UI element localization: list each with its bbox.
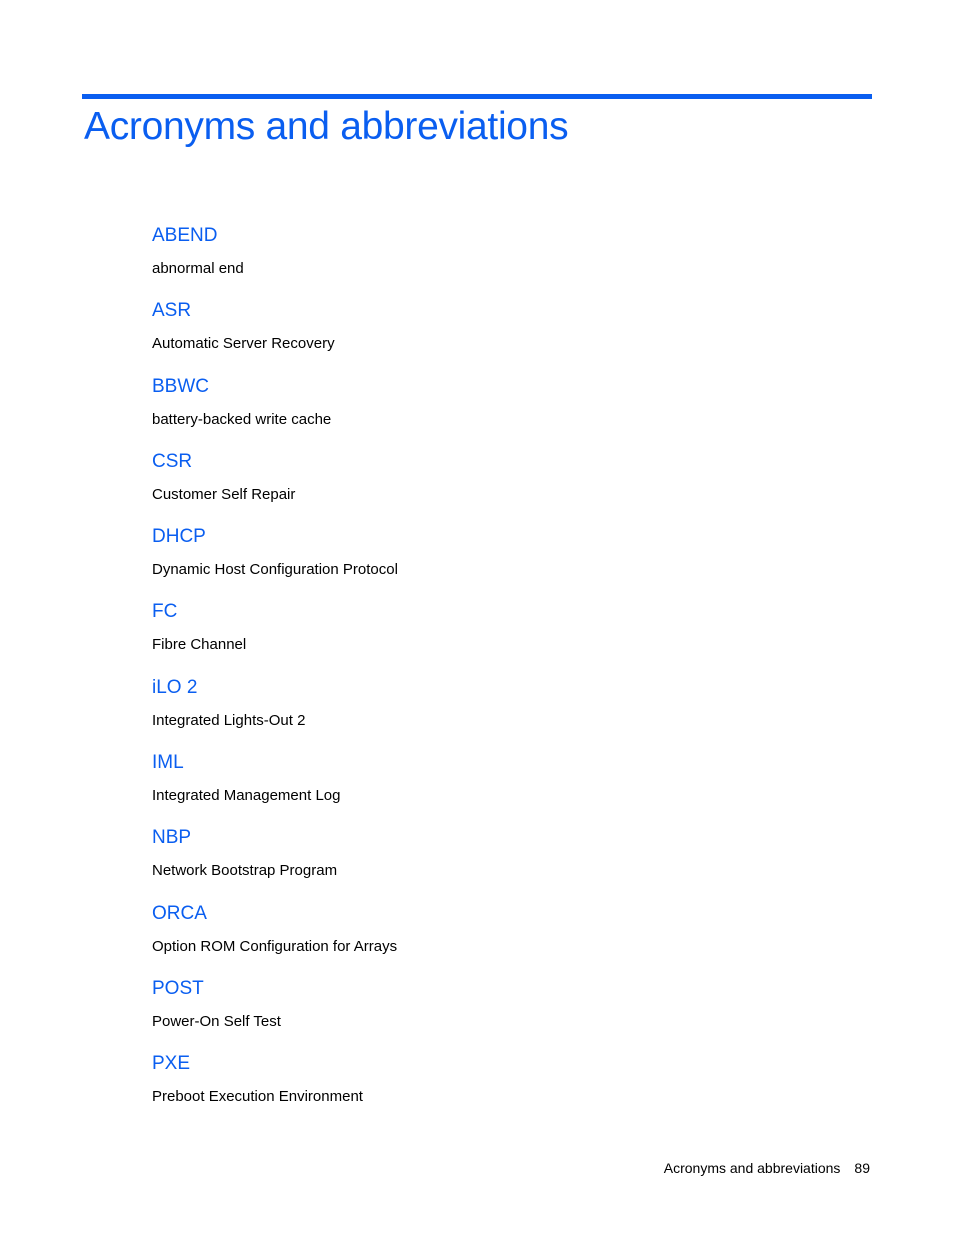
acronym-entry [152,297,852,372]
acronym-entry [152,674,852,749]
acronym-term: IML [152,752,184,774]
acronym-definition: Option ROM Configuration for Arrays [152,937,398,955]
acronym-term: POST [152,977,204,999]
acronym-entry [152,373,852,448]
footer-section-title: Acronyms and abbreviations [663,1160,841,1176]
acronym-definition: battery-backed write cache [152,410,332,428]
acronym-entry [152,222,852,297]
acronym-definition: Network Bootstrap Program [152,862,338,880]
acronym-definition: Fibre Channel [152,636,247,654]
acronym-definition: Automatic Server Recovery [152,335,335,353]
acronym-term: iLO 2 [152,676,198,698]
page-footer [664,1158,870,1178]
acronym-term: NBP [152,827,192,849]
acronym-term: ASR [152,300,192,322]
page-title: Acronyms and abbreviations [84,105,569,148]
acronym-entry [152,749,852,824]
acronym-term: DHCP [152,526,206,548]
acronym-definition: Power-On Self Test [152,1012,281,1030]
acronym-definition: Customer Self Repair [152,485,296,503]
page-number: 89 [854,1160,870,1176]
acronym-entry [152,598,852,673]
acronym-entry [152,900,852,975]
acronym-definition: Dynamic Host Configuration Protocol [152,561,398,579]
acronym-term: BBWC [152,375,209,397]
acronym-term: FC [152,601,178,623]
title-rule [82,94,872,99]
acronym-term: CSR [152,450,193,472]
acronym-term: ABEND [152,225,218,246]
acronym-entry [152,1050,852,1125]
acronym-entry [152,448,852,523]
acronym-term: PXE [152,1053,191,1075]
acronym-term: ORCA [152,902,207,924]
acronym-entry [152,523,852,598]
acronym-definition: abnormal end [152,260,244,277]
acronym-entry [152,824,852,899]
acronym-definition: Integrated Lights-Out 2 [152,711,306,729]
acronym-list [152,222,852,1126]
acronym-definition: Preboot Execution Environment [152,1088,363,1106]
acronym-definition: Integrated Management Log [152,787,341,805]
acronym-entry [152,975,852,1050]
